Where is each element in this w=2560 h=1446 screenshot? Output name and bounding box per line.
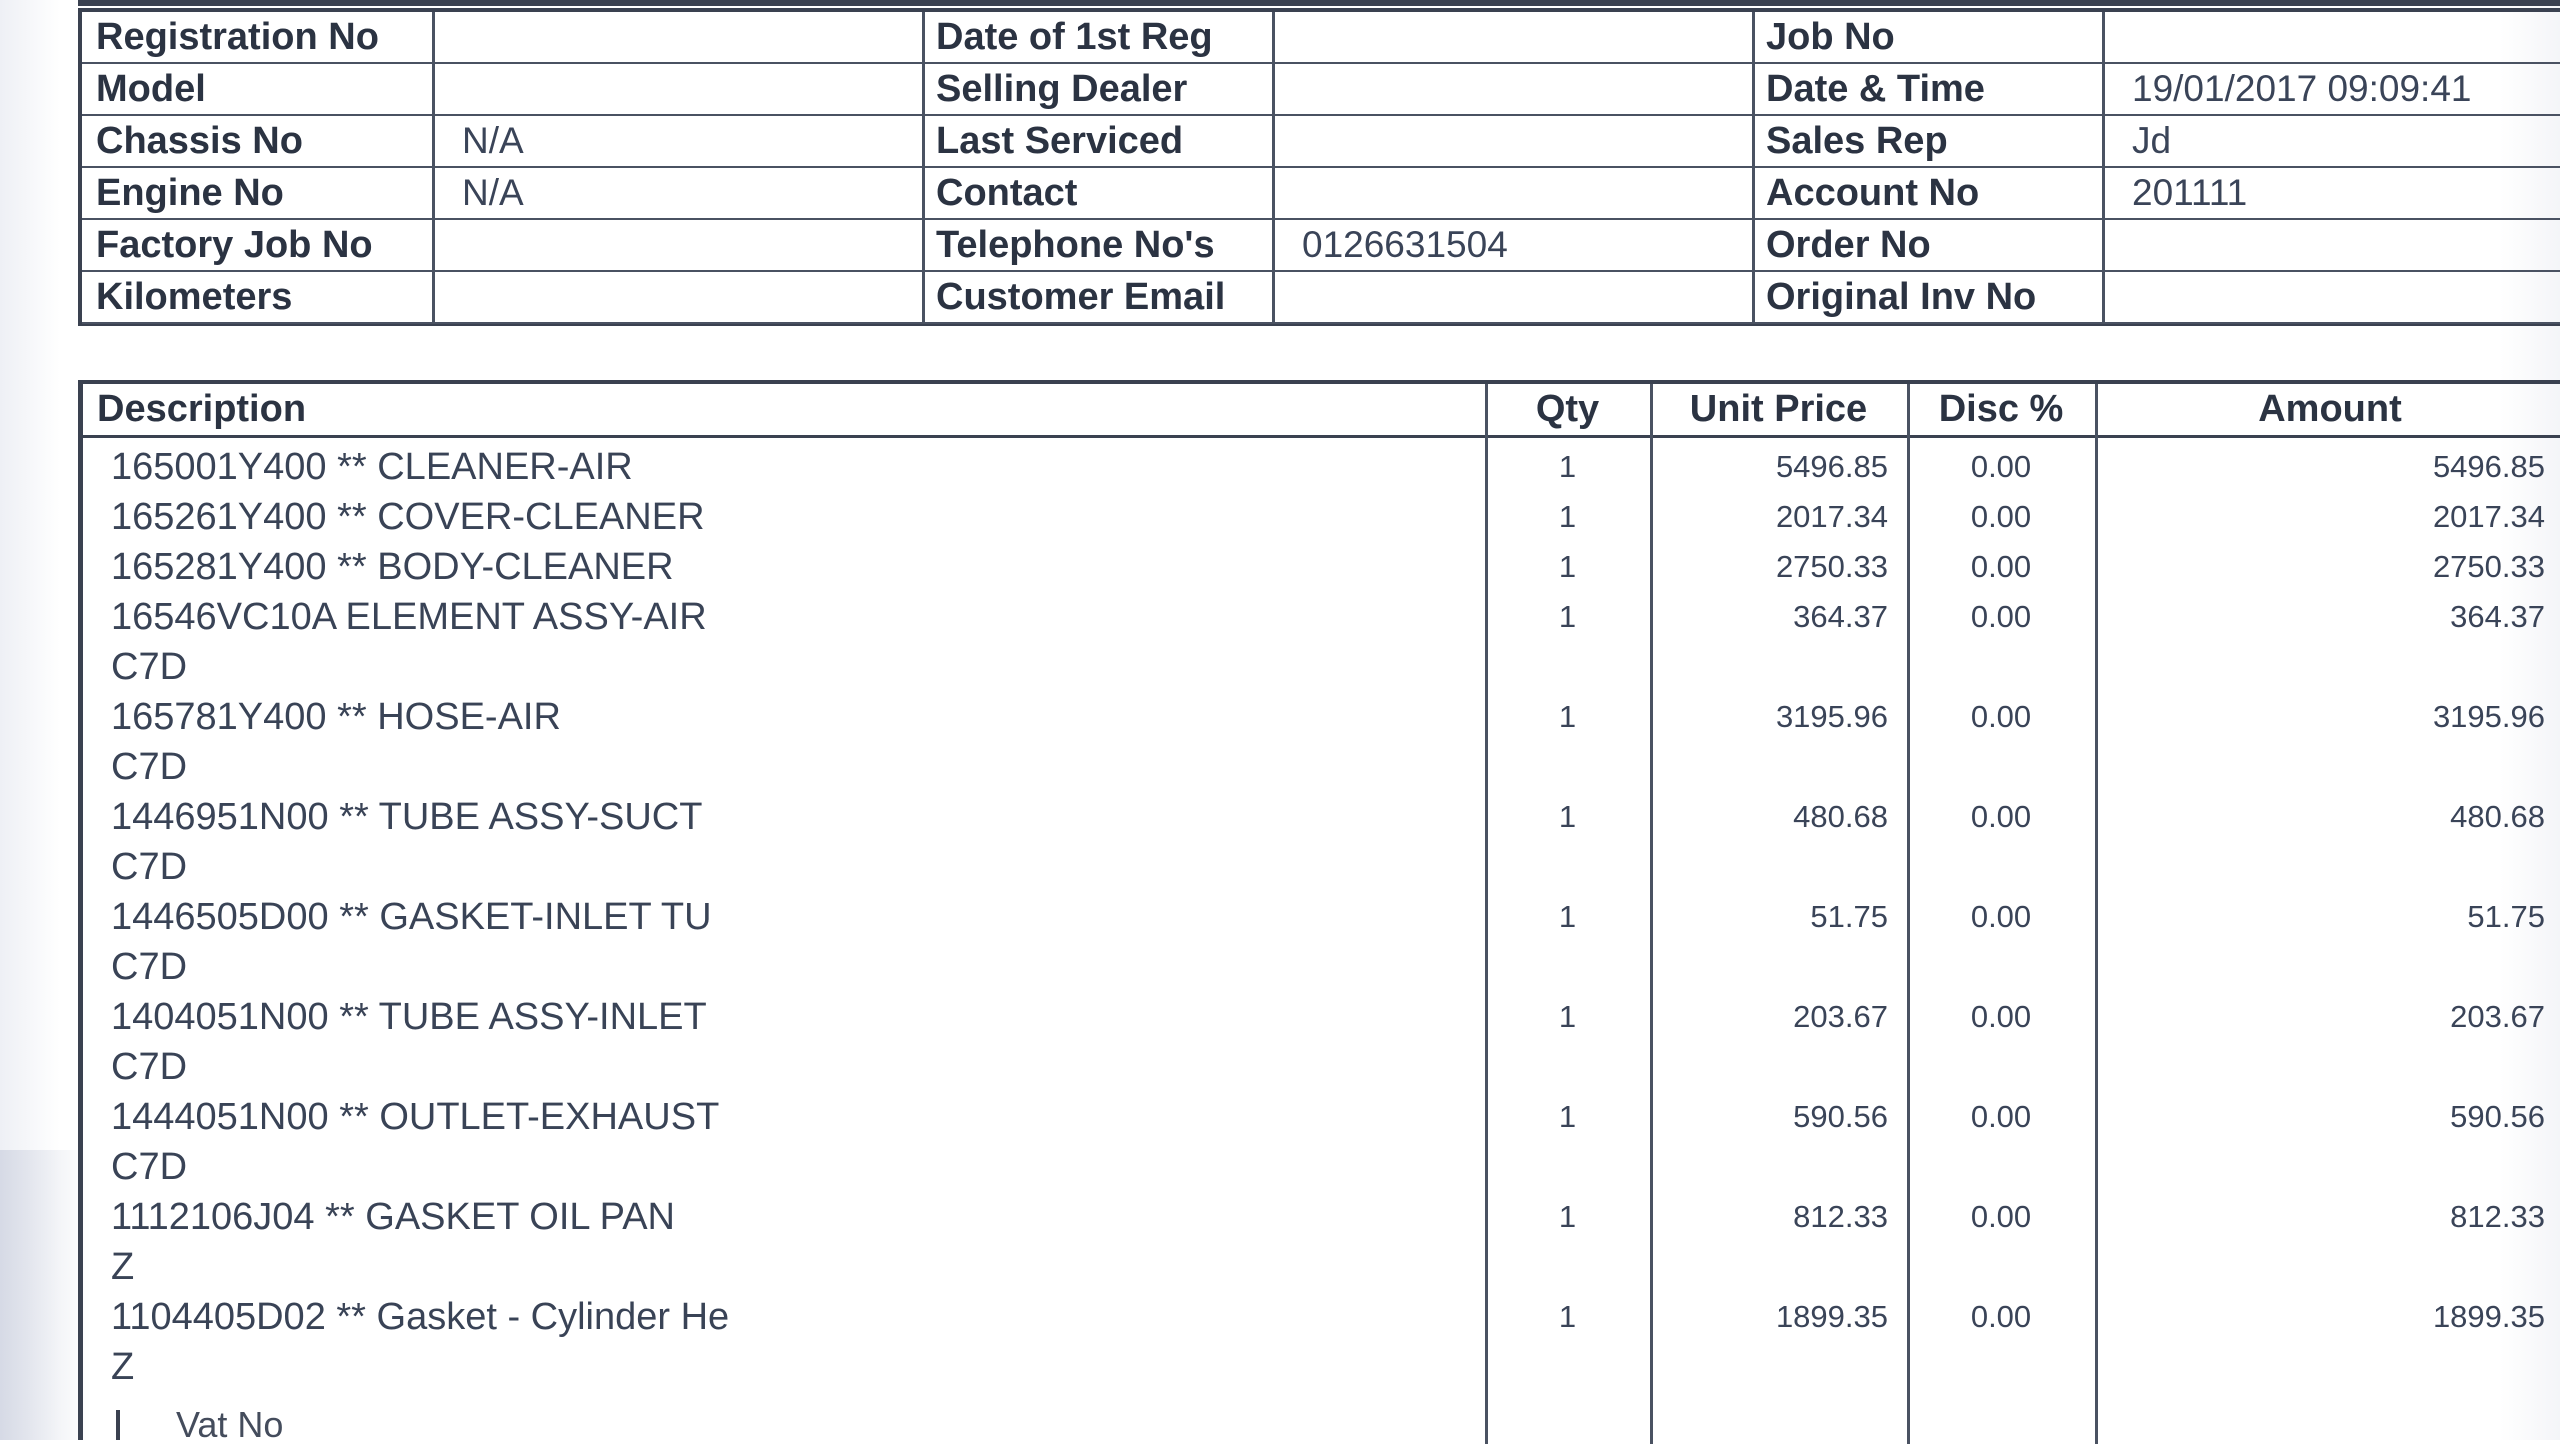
item-qty: 1 [1558, 699, 1577, 734]
field-label: Telephone No's [936, 223, 1215, 266]
field-value [1272, 168, 1752, 218]
item-disc: 0.00 [1970, 999, 2032, 1034]
header-description: Description [97, 388, 307, 430]
header-qty: Qty [1535, 388, 1600, 430]
field-value [432, 272, 922, 322]
field-value [2102, 220, 2560, 270]
header-unit-price: Unit Price [1689, 388, 1868, 430]
item-amount: 203.67 [2450, 999, 2545, 1034]
item-code-suffix: Z [111, 1346, 135, 1388]
field-value: Jd [2132, 120, 2172, 161]
top-rule [78, 0, 2560, 6]
item-amount: 3195.96 [2432, 699, 2545, 734]
field-value [2102, 272, 2560, 322]
item-description: 16546VC10A ELEMENT ASSY-AIR [111, 596, 707, 638]
item-disc: 0.00 [1970, 449, 2032, 484]
item-amount: 590.56 [2450, 1099, 2545, 1134]
info-column-divider [2102, 12, 2105, 322]
field-label: Kilometers [96, 275, 293, 318]
field-label: Contact [936, 171, 1078, 214]
item-description: 165781Y400 ** HOSE-AIR [111, 696, 561, 738]
vat-no-label: Vat No [176, 1404, 284, 1445]
item-code-suffix: C7D [111, 946, 188, 988]
info-row [82, 116, 2560, 168]
header-amount: Amount [2258, 388, 2402, 430]
field-label: Job No [1766, 15, 1895, 58]
item-code-suffix: C7D [111, 1146, 188, 1188]
item-code-suffix: C7D [111, 646, 188, 688]
item-qty: 1 [1558, 999, 1577, 1034]
item-description: 165281Y400 ** BODY-CLEANER [111, 546, 674, 588]
item-amount: 1899.35 [2432, 1299, 2545, 1334]
field-value: N/A [462, 172, 524, 213]
item-unit-price: 3195.96 [1775, 699, 1888, 734]
item-description: 1404051N00 ** TUBE ASSY-INLET [111, 996, 707, 1038]
page-shadow [0, 1150, 90, 1440]
item-qty: 1 [1558, 899, 1577, 934]
item-disc: 0.00 [1970, 699, 2032, 734]
item-qty: 1 [1558, 499, 1577, 534]
field-label: Registration No [96, 15, 379, 58]
item-code-suffix: Z [111, 1246, 135, 1288]
field-label: Order No [1766, 223, 1931, 266]
item-disc: 0.00 [1970, 499, 2032, 534]
info-column-divider [1752, 12, 1755, 322]
info-row [82, 272, 2560, 324]
item-disc: 0.00 [1970, 799, 2032, 834]
item-description: 1446951N00 ** TUBE ASSY-SUCT [111, 796, 703, 838]
field-label: Last Serviced [936, 119, 1184, 162]
items-header-row [83, 384, 2560, 438]
item-qty: 1 [1558, 1199, 1577, 1234]
info-row [82, 168, 2560, 220]
item-unit-price: 2750.33 [1775, 549, 1888, 584]
item-unit-price: 203.67 [1793, 999, 1888, 1034]
field-label: Date of 1st Reg [936, 15, 1213, 58]
item-description: 1444051N00 ** OUTLET-EXHAUST [111, 1096, 720, 1138]
field-label: Account No [1766, 171, 1980, 214]
field-label: Date & Time [1766, 67, 1985, 110]
item-amount: 2017.34 [2432, 499, 2545, 534]
item-unit-price: 590.56 [1793, 1099, 1888, 1134]
field-label: Engine No [96, 171, 284, 214]
field-value: 201111 [2132, 172, 2248, 213]
field-label: Original Inv No [1766, 275, 2037, 318]
item-unit-price: 1899.35 [1775, 1299, 1888, 1334]
field-value: N/A [462, 120, 524, 161]
field-value [1272, 116, 1752, 166]
item-description: 165001Y400 ** CLEANER-AIR [111, 446, 633, 488]
field-value [1272, 12, 1752, 62]
item-amount: 51.75 [2467, 899, 2545, 934]
item-disc: 0.00 [1970, 1199, 2032, 1234]
item-unit-price: 2017.34 [1775, 499, 1888, 534]
item-description: 1112106J04 ** GASKET OIL PAN [111, 1196, 675, 1238]
item-amount: 364.37 [2450, 599, 2545, 634]
info-column-divider [922, 12, 925, 322]
item-qty: 1 [1558, 1099, 1577, 1134]
item-qty: 1 [1558, 449, 1577, 484]
line-items-table [78, 380, 2560, 1440]
field-value: 19/01/2017 09:09:41 [2132, 68, 2472, 109]
item-description: 1446505D00 ** GASKET-INLET TU [111, 896, 712, 938]
item-disc: 0.00 [1970, 1099, 2032, 1134]
item-qty: 1 [1558, 1299, 1577, 1334]
info-column-divider [1272, 12, 1275, 322]
item-code-suffix: C7D [111, 846, 188, 888]
field-label: Customer Email [936, 275, 1226, 318]
item-code-suffix: C7D [111, 1046, 188, 1088]
item-unit-price: 5496.85 [1775, 449, 1888, 484]
item-amount: 5496.85 [2432, 449, 2545, 484]
item-qty: 1 [1558, 799, 1577, 834]
item-qty: 1 [1558, 549, 1577, 584]
item-description: 1104405D02 ** Gasket - Cylinder He [111, 1296, 730, 1338]
item-disc: 0.00 [1970, 599, 2032, 634]
item-unit-price: 51.75 [1810, 899, 1888, 934]
item-amount: 812.33 [2450, 1199, 2545, 1234]
info-row [82, 220, 2560, 272]
field-value [1272, 64, 1752, 114]
field-value [432, 64, 922, 114]
field-value [432, 12, 922, 62]
item-amount: 480.68 [2450, 799, 2545, 834]
field-label: Selling Dealer [936, 67, 1188, 110]
info-row [82, 12, 2560, 64]
info-row [82, 64, 2560, 116]
item-description: 165261Y400 ** COVER-CLEANER [111, 496, 705, 538]
field-label: Sales Rep [1766, 119, 1948, 162]
item-disc: 0.00 [1970, 549, 2032, 584]
info-column-divider [432, 12, 435, 322]
item-amount: 2750.33 [2432, 549, 2545, 584]
item-unit-price: 364.37 [1793, 599, 1888, 634]
field-value [1272, 272, 1752, 322]
item-qty: 1 [1558, 599, 1577, 634]
item-disc: 0.00 [1970, 1299, 2032, 1334]
field-label: Chassis No [96, 119, 303, 162]
footer-tick [116, 1410, 120, 1440]
item-unit-price: 480.68 [1793, 799, 1888, 834]
field-value [2102, 12, 2560, 62]
header-disc: Disc % [1938, 388, 2064, 430]
field-value [432, 220, 922, 270]
field-value: 0126631504 [1302, 224, 1508, 265]
vehicle-info-table [78, 8, 2560, 326]
field-label: Factory Job No [96, 223, 373, 266]
item-code-suffix: C7D [111, 746, 188, 788]
field-label: Model [96, 67, 206, 110]
item-unit-price: 812.33 [1793, 1199, 1888, 1234]
item-disc: 0.00 [1970, 899, 2032, 934]
